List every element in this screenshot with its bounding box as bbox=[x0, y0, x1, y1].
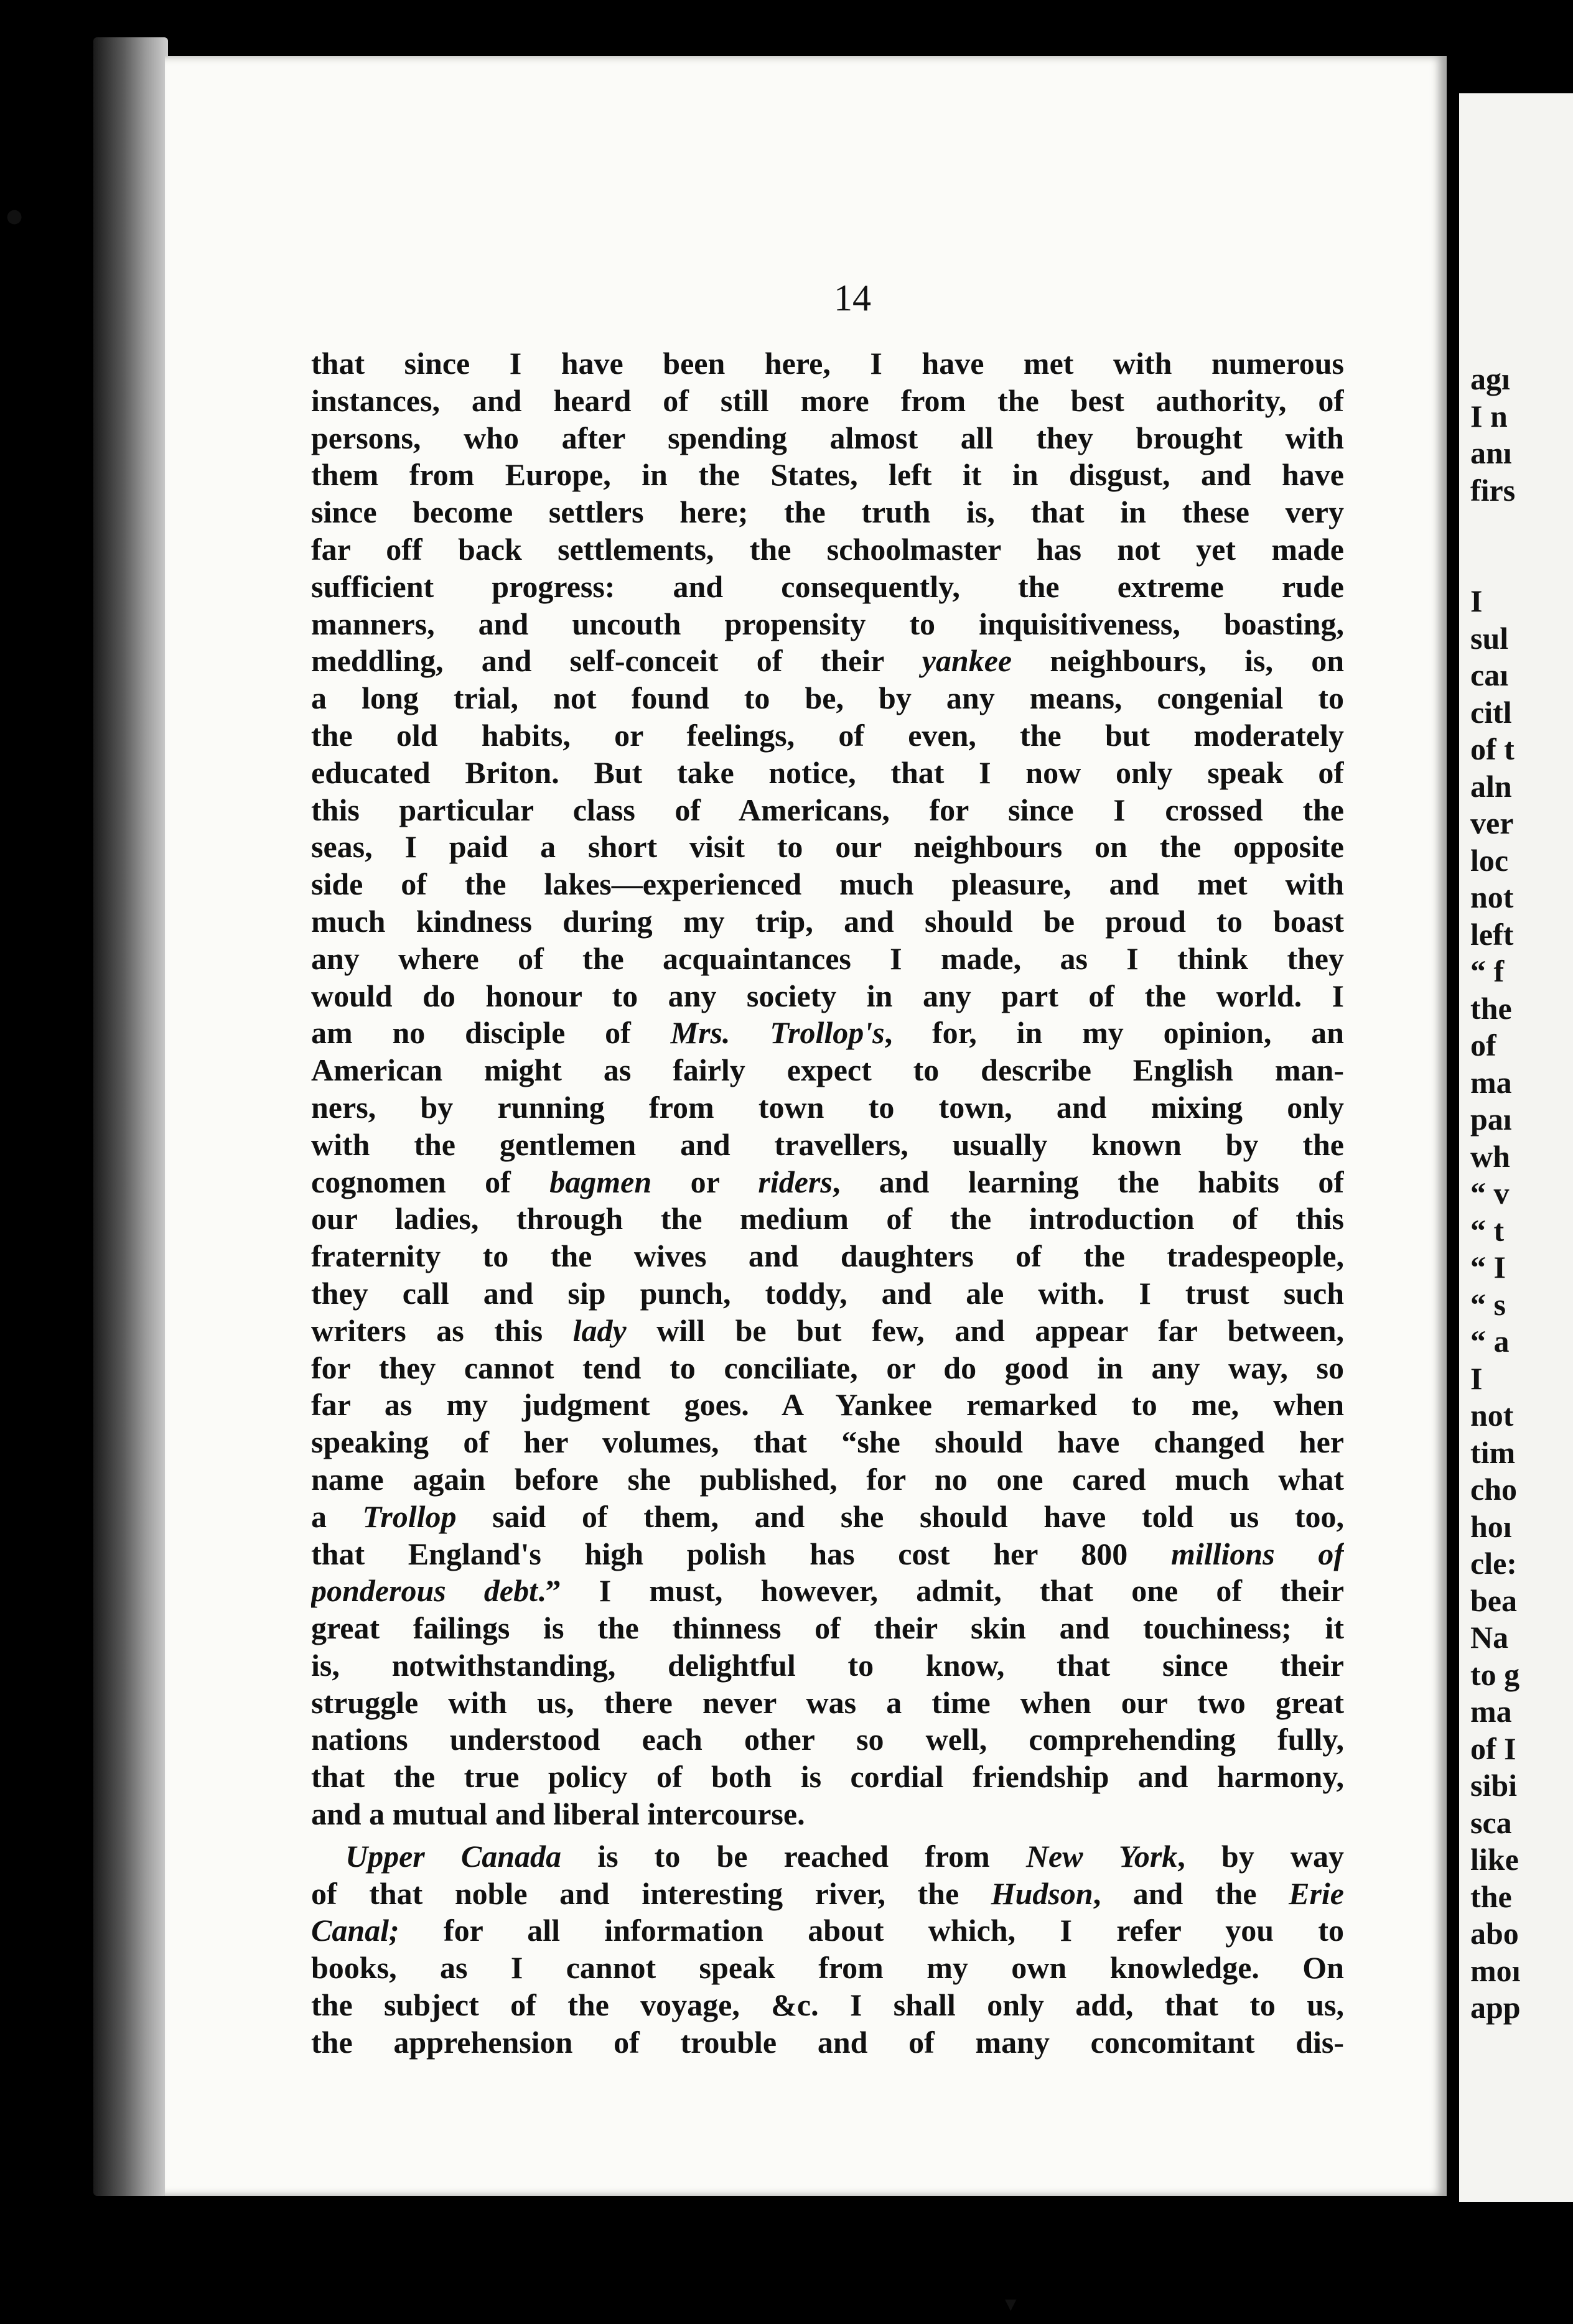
right-page-fragment: sca bbox=[1470, 1805, 1512, 1840]
text-line: fraternity to the wives and daughters of the tradespeople, bbox=[311, 1239, 1344, 1274]
right-page-fragment: wh bbox=[1470, 1138, 1510, 1174]
text-line: cognomen of bagmen or riders, and learning the habits of bbox=[311, 1164, 1344, 1199]
text-line: the apprehension of trouble and of many concomitant dis- bbox=[311, 2024, 1344, 2060]
text-line: Upper Canada is to be reached from New York, by way bbox=[345, 1838, 1344, 1874]
text-line: a Trollop said of them, and she should have told us too, bbox=[311, 1499, 1344, 1534]
right-page-fragment: hoı bbox=[1470, 1508, 1512, 1544]
right-page-fragment: bea bbox=[1470, 1583, 1517, 1618]
right-page-text-fragments bbox=[1470, 361, 1521, 2027]
text-line: instances, and heard of still more from the best authority, of bbox=[311, 383, 1344, 418]
text-line: persons, who after spending almost all they brought with bbox=[311, 420, 1344, 455]
text-line: books, as I cannot speak from my own knowledge. On bbox=[311, 1950, 1344, 1986]
text-line: with the gentlemen and travellers, usually known by the bbox=[311, 1127, 1344, 1162]
text-line: is, notwithstanding, delightful to know, that since their bbox=[311, 1647, 1344, 1683]
text-line: that England's high polish has cost her 800 millions of bbox=[311, 1536, 1344, 1571]
text-line: them from Europe, in the States, left it in disgust, and have bbox=[311, 457, 1344, 493]
text-line: that since I have been here, I have met with numerous bbox=[311, 346, 1344, 381]
right-page-fragment: anı bbox=[1470, 435, 1512, 470]
text-line: sufficient progress: and consequently, the extreme rude bbox=[311, 569, 1344, 604]
scan-speck: ▼ bbox=[1005, 2295, 1017, 2313]
text-line: would do honour to any society in any part of the world. I bbox=[311, 978, 1344, 1013]
right-page-fragment: not bbox=[1470, 1398, 1514, 1433]
right-page-fragment: agı bbox=[1470, 361, 1510, 396]
right-page-fragment: of bbox=[1470, 1028, 1496, 1062]
text-line: for they cannot tend to conciliate, or do good in any way, so bbox=[311, 1350, 1344, 1385]
right-page-fragment bbox=[1470, 546, 1521, 583]
right-page-fragment: of t bbox=[1470, 732, 1515, 766]
text-line: much kindness during my trip, and should be proud to boast bbox=[311, 903, 1344, 939]
right-page-fragment: not bbox=[1470, 880, 1514, 914]
right-page-fragment: I bbox=[1470, 1360, 1483, 1396]
right-page-fragment: “ s bbox=[1470, 1286, 1506, 1322]
text-line: a long trial, not found to be, by any means, congenial to bbox=[311, 681, 1344, 716]
text-line: speaking of her volumes, that “she should have changed her bbox=[311, 1425, 1344, 1460]
text-line: writers as this lady will be but few, and appear far between, bbox=[311, 1313, 1344, 1348]
right-page-fragment: “ a bbox=[1470, 1324, 1510, 1359]
right-page-fragment: I n bbox=[1470, 398, 1508, 434]
text-line: they call and sip punch, toddy, and ale with. I trust such bbox=[311, 1275, 1344, 1311]
right-page-fragment: loc bbox=[1470, 842, 1509, 878]
right-page-fragment: cho bbox=[1470, 1472, 1517, 1507]
right-page-fragment: “ t bbox=[1470, 1212, 1505, 1248]
scan-speck: ● bbox=[6, 205, 23, 227]
right-page-fragment: ma bbox=[1470, 1064, 1512, 1100]
right-page-fragment: cle: bbox=[1470, 1546, 1517, 1581]
right-page-fragment: ver bbox=[1470, 806, 1514, 840]
right-page-fragment: “ v bbox=[1470, 1176, 1510, 1211]
text-line: that the true policy of both is cordial friendship and harmony, bbox=[311, 1759, 1344, 1795]
book-spine-shadow bbox=[93, 37, 168, 2196]
right-page-fragment: Na bbox=[1470, 1620, 1509, 1655]
body-text bbox=[311, 345, 1344, 2061]
right-page-fragment: citl bbox=[1470, 694, 1512, 730]
text-line: manners, and uncouth propensity to inquisitiveness, boasting, bbox=[311, 606, 1344, 641]
text-line: seas, I paid a short visit to our neighbours on the opposite bbox=[311, 829, 1344, 865]
text-line: since become settlers here; the truth is, that in these very bbox=[311, 495, 1344, 530]
right-page-fragment: app bbox=[1470, 1990, 1521, 2025]
right-page-fragment: “ I bbox=[1470, 1250, 1506, 1285]
text-line: side of the lakes—experienced much pleasure, and met with bbox=[311, 867, 1344, 902]
right-page-fragment: firs bbox=[1470, 472, 1516, 508]
right-page-fragment: moı bbox=[1470, 1953, 1521, 1988]
text-line: of that noble and interesting river, the Hudson, and the Erie bbox=[311, 1875, 1344, 1911]
text-line: am no disciple of Mrs. Trollop's, for, in my opinion, an bbox=[311, 1015, 1344, 1051]
right-page-fragment: of I bbox=[1470, 1731, 1516, 1766]
text-line: Canal; for all information about which, I refer you to bbox=[311, 1913, 1344, 1948]
text-line: American might as fairly expect to describe English man- bbox=[311, 1053, 1344, 1088]
right-page-fragment: sibi bbox=[1470, 1768, 1518, 1803]
text-line: any where of the acquaintances I made, as I think they bbox=[311, 941, 1344, 976]
right-page-fragment: the bbox=[1470, 1879, 1512, 1914]
right-page-fragment: I bbox=[1470, 583, 1483, 618]
right-page-fragment: sul bbox=[1470, 620, 1509, 656]
text-line: meddling, and self-conceit of their yankee neighbours, is, on bbox=[311, 643, 1344, 679]
text-line: this particular class of Americans, for since I crossed the bbox=[311, 792, 1344, 827]
right-page-edge bbox=[1459, 93, 1573, 2202]
text-line: educated Briton. But take notice, that I now only speak of bbox=[311, 755, 1344, 790]
right-page-fragment: tim bbox=[1470, 1434, 1516, 1470]
right-page-fragment: to g bbox=[1470, 1657, 1520, 1692]
right-page-fragment: like bbox=[1470, 1842, 1519, 1877]
text-line: name again before she published, for no one cared much what bbox=[311, 1461, 1344, 1497]
text-line: our ladies, through the medium of the introduction of this bbox=[311, 1201, 1344, 1237]
right-page-fragment: abo bbox=[1470, 1916, 1519, 1951]
text-line: the subject of the voyage, &c. I shall only add, that to us, bbox=[311, 1987, 1344, 2023]
text-line: far as my judgment goes. A Yankee remarked to me, when bbox=[311, 1387, 1344, 1423]
text-line: struggle with us, there never was a time when our two great bbox=[311, 1685, 1344, 1720]
right-page-fragment: the bbox=[1470, 990, 1512, 1026]
text-line: the old habits, or feelings, of even, the but moderately bbox=[311, 717, 1344, 753]
page-number: 14 bbox=[834, 277, 871, 318]
right-page-fragment: “ f bbox=[1470, 954, 1505, 988]
right-page-fragment: caı bbox=[1470, 658, 1509, 692]
right-page-fragment: aln bbox=[1470, 768, 1512, 804]
right-page-fragment: left bbox=[1470, 916, 1514, 952]
text-line: and a mutual and liberal intercourse. bbox=[311, 1796, 805, 1832]
right-page-fragment: paı bbox=[1470, 1102, 1512, 1136]
right-page-fragment bbox=[1470, 509, 1521, 546]
text-line: far off back settlements, the schoolmaster has not yet made bbox=[311, 531, 1344, 567]
text-line: ners, by running from town to town, and mixing only bbox=[311, 1089, 1344, 1125]
text-line: ponderous debt.” I must, however, admit, that one of their bbox=[311, 1573, 1344, 1609]
text-line: nations understood each other so well, comprehending fully, bbox=[311, 1722, 1344, 1757]
right-page-fragment: ma bbox=[1470, 1694, 1512, 1729]
text-line: great failings is the thinness of their skin and touchiness; it bbox=[311, 1611, 1344, 1646]
